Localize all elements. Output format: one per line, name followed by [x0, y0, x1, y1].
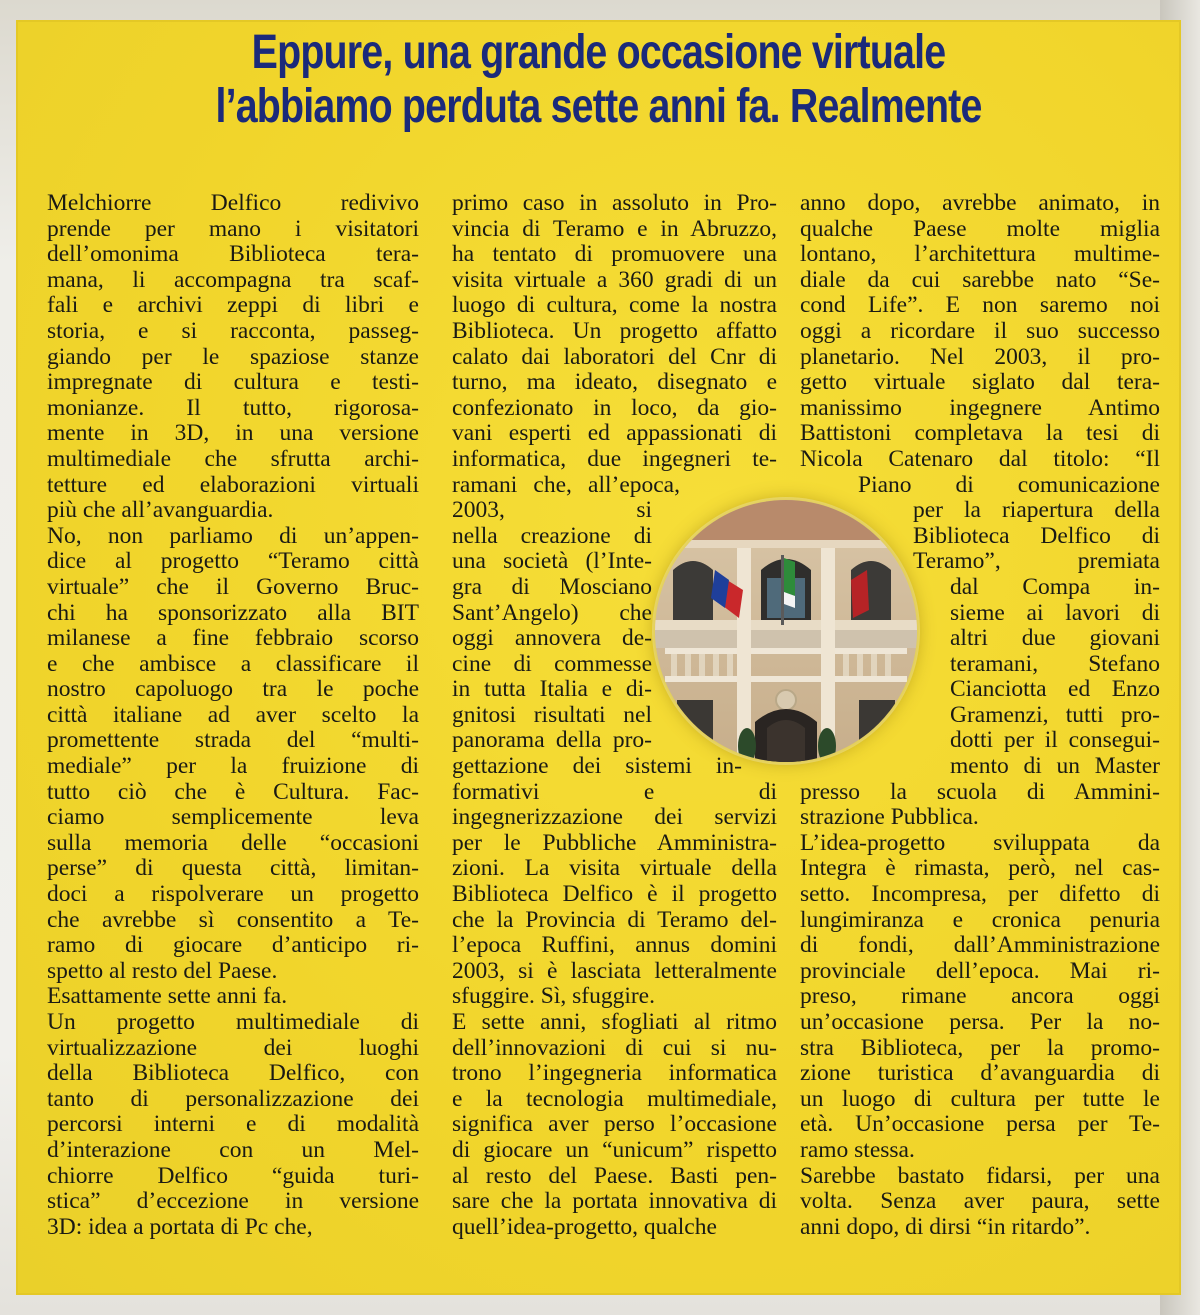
article-line: sare che la portata innovativa di [452, 1189, 777, 1215]
article-line: oggi annovera de- [452, 626, 652, 652]
article-line: Cianciotta ed Enzo [950, 677, 1160, 703]
article-line: Biblioteca. Un progetto affatto [452, 318, 777, 344]
article-line: età. Un’occasione persa per Te- [800, 1112, 1160, 1138]
article-line: primo caso in assoluto in Pro- [452, 191, 777, 216]
article-line: Sant’Angelo) che [452, 600, 652, 626]
article-line: giando per le spaziose stanze [47, 344, 419, 370]
article-line: chi ha sponsorizzato alla BIT [47, 600, 419, 626]
article-line: nostro capoluogo tra le poche [47, 677, 419, 703]
article-line: preso, rimane ancora oggi [800, 984, 1160, 1010]
article-line: virtualizzazione dei luoghi [47, 1035, 419, 1061]
article-line: cine di commesse [452, 651, 652, 677]
article-line: Melchiorre Delfico redivivo [47, 191, 419, 216]
article-line: Sarebbe bastato fidarsi, per una [800, 1163, 1160, 1189]
article-line: Biblioteca Delfico è il progetto [452, 882, 777, 908]
article-line: d’interazione con un Mel- [47, 1137, 419, 1163]
article-line: perse” di questa città, limitan- [47, 856, 419, 882]
article-line: provinciale dell’epoca. Mai ri- [800, 958, 1160, 984]
article-line: promettente strada del “multi- [47, 728, 419, 754]
article-line: zione turistica d’avanguardia di [800, 1061, 1160, 1087]
article-line: qualche Paese molte miglia [800, 216, 1160, 242]
article-line: ingegnerizzazione dei servizi [452, 805, 777, 831]
article-line: stra Biblioteca, per la promo- [800, 1035, 1160, 1061]
article-line: Piano di comunicazione [858, 472, 1160, 498]
article-line: di giocare un “unicum” rispetto [452, 1137, 777, 1163]
article-line: ramani che, all’epoca, [452, 472, 680, 498]
article-line: volta. Senza aver paura, sette [800, 1189, 1160, 1215]
article-line: per le Pubbliche Amministra- [452, 830, 777, 856]
article-line: città italiane ad aver scelto la [47, 702, 419, 728]
article-line: 2003, si è lasciata letteralmente [452, 958, 777, 984]
article-line: Biblioteca Delfico di [913, 523, 1160, 549]
article-line: sieme ai lavori di [950, 600, 1160, 626]
article-line: E sette anni, sfogliati al ritmo [452, 1010, 777, 1035]
article-line: l’epoca Ruffini, annus domini [452, 933, 777, 959]
article-line: presso la scuola di Ammini- [800, 779, 1160, 805]
article-line: strazione Pubblica. [800, 804, 979, 831]
article-line: lungimiranza e cronica penuria [800, 907, 1160, 933]
article-line: Teramo”, premiata [913, 549, 1160, 575]
article-line: di fondi, dall’Amministrazione [800, 933, 1160, 959]
article-line: sfuggire. Sì, sfuggire. [452, 983, 655, 1010]
article-line: anno dopo, avrebbe animato, in [800, 191, 1160, 216]
article-line: dell’omonima Biblioteca tera- [47, 242, 419, 268]
article-line: un’occasione persa. Per la no- [800, 1010, 1160, 1035]
article-line: e che ambisce a classificare il [47, 651, 419, 677]
article-line: più che all’avanguardia. [47, 497, 274, 524]
article-line: calato dai laboratori del Cnr di [452, 344, 777, 370]
article-line: che la Provincia di Teramo del- [452, 907, 777, 933]
article-line: gettazione dei sistemi in- [452, 754, 742, 780]
article-line: in tutta Italia e di- [452, 677, 652, 703]
library-building-photo [655, 500, 917, 762]
article-line: nella creazione di [452, 523, 652, 549]
article-line: tanto di personalizzazione dei [47, 1086, 419, 1112]
article-line: trono l’ingegneria informatica [452, 1061, 777, 1087]
article-line: anni dopo, di dirsi “in ritardo”. [800, 1213, 1091, 1240]
article-line: ciamo semplicemente leva [47, 805, 419, 831]
article-line: lontano, l’architettura multime- [800, 242, 1160, 268]
library-facade-image [655, 500, 917, 762]
article-line: mento di un Master [950, 754, 1160, 780]
article-line: Battistoni completava la tesi di [800, 421, 1160, 447]
article-line: L’idea-progetto sviluppata da [800, 830, 1160, 856]
title-line-1: Eppure, una grande occasione virtuale [251, 26, 946, 79]
article-line: manissimo ingegnere Antimo [800, 395, 1160, 421]
article-line: della Biblioteca Delfico, con [47, 1061, 419, 1087]
article-line: gra di Mosciano [452, 574, 652, 600]
article-line: percorsi interni e di modalità [47, 1112, 419, 1138]
article-line: zioni. La visita virtuale della [452, 856, 777, 882]
article-line: spetto al resto del Paese. [47, 957, 278, 984]
article-line: formativi e di [452, 779, 777, 805]
article-line: gnitosi risultati nel [452, 702, 652, 728]
article-line: mente in 3D, in una versione [47, 421, 419, 447]
article-line: un luogo di cultura per tutte le [800, 1086, 1160, 1112]
article-line: Gramenzi, tutti pro- [950, 702, 1160, 728]
article-line: virtuale” che il Governo Bruc- [47, 574, 419, 600]
article-line: confezionato in loco, da gio- [452, 395, 777, 421]
article-line: tutto ciò che è Cultura. Fac- [47, 779, 419, 805]
article-line: oggi a ricordare il suo successo [800, 318, 1160, 344]
article-line: significa aver perso l’occasione [452, 1112, 777, 1138]
article-line: milanese a fine febbraio scorso [47, 626, 419, 652]
article-line: dal Compa in- [950, 574, 1160, 600]
article-line: che avrebbe sì consentito a Te- [47, 907, 419, 933]
article-line: panorama della pro- [452, 728, 652, 754]
article-line: impregnate di cultura e testi- [47, 370, 419, 396]
article-line: getto virtuale siglato dal tera- [800, 370, 1160, 396]
article-line: vincia di Teramo e in Abruzzo, [452, 216, 777, 242]
article-line: visita virtuale a 360 gradi di un [452, 267, 777, 293]
article-line: mana, li accompagna tra scaf- [47, 267, 419, 293]
article-line: turno, ma ideato, disegnato e [452, 370, 777, 396]
article-line: No, non parliamo di un’appen- [47, 523, 419, 549]
article-line: mediale” per la fruizione di [47, 754, 419, 780]
article-line: tetture ed elaborazioni virtuali [47, 472, 419, 498]
article-line: cond Life”. E non saremo noi [800, 293, 1160, 319]
article-line: sulla memoria delle “occasioni [47, 830, 419, 856]
article-line: luogo di cultura, come la nostra [452, 293, 777, 319]
article-line: stica” d’eccezione in versione [47, 1189, 419, 1215]
article-line: ramo di giocare d’anticipo ri- [47, 933, 419, 959]
article-line: ramo stessa. [800, 1136, 915, 1163]
article-title [121, 26, 1076, 134]
article-line: vani esperti ed appassionati di [452, 421, 777, 447]
article-line: dell’innovazioni di cui si nu- [452, 1035, 777, 1061]
article-line: ha tentato di promuovere una [452, 242, 777, 268]
article-line: Esattamente sette anni fa. [47, 983, 288, 1010]
article-line: al resto del Paese. Basti pen- [452, 1163, 777, 1189]
article-line: Nicola Catenaro dal titolo: “Il [800, 446, 1160, 472]
article-line: doci a rispolverare un progetto [47, 882, 419, 908]
article-line: storia, e si racconta, passeg- [47, 318, 419, 344]
article-line: dice al progetto “Teramo città [47, 549, 419, 575]
article-line: Un progetto multimediale di [47, 1010, 419, 1035]
article-line: quell’idea-progetto, qualche [452, 1213, 717, 1240]
article-line: diale da cui sarebbe nato “Se- [800, 267, 1160, 293]
article-line: teramani, Stefano [950, 651, 1160, 677]
article-line: per la riapertura della [913, 498, 1160, 524]
article-line: una società (l’Inte- [452, 549, 652, 575]
article-line: multimediale che sfrutta archi- [47, 446, 419, 472]
article-line: chiorre Delfico “guida turi- [47, 1163, 419, 1189]
article-column-1 [47, 191, 419, 1240]
article-line: planetario. Nel 2003, il pro- [800, 344, 1160, 370]
article-line: 3D: idea a portata di Pc che, [47, 1213, 313, 1240]
article-line: setto. Incompresa, per difetto di [800, 882, 1160, 908]
article-line: 2003, si [452, 498, 652, 524]
title-line-2: l’abbiamo perduta sette anni fa. Realmente [215, 80, 982, 133]
article-line: prende per mano i visitatori [47, 216, 419, 242]
page-footer-strip [16, 1297, 1181, 1315]
article-line: informatica, due ingegneri te- [452, 446, 777, 472]
article-line: e la tecnologia multimediale, [452, 1086, 777, 1112]
article-line: Integra è rimasta, però, nel cas- [800, 856, 1160, 882]
article-line: monianze. Il tutto, rigorosa- [47, 395, 419, 421]
article-line: dotti per il consegui- [950, 728, 1160, 754]
article-line: altri due giovani [950, 626, 1160, 652]
article-line: fali e archivi zeppi di libri e [47, 293, 419, 319]
